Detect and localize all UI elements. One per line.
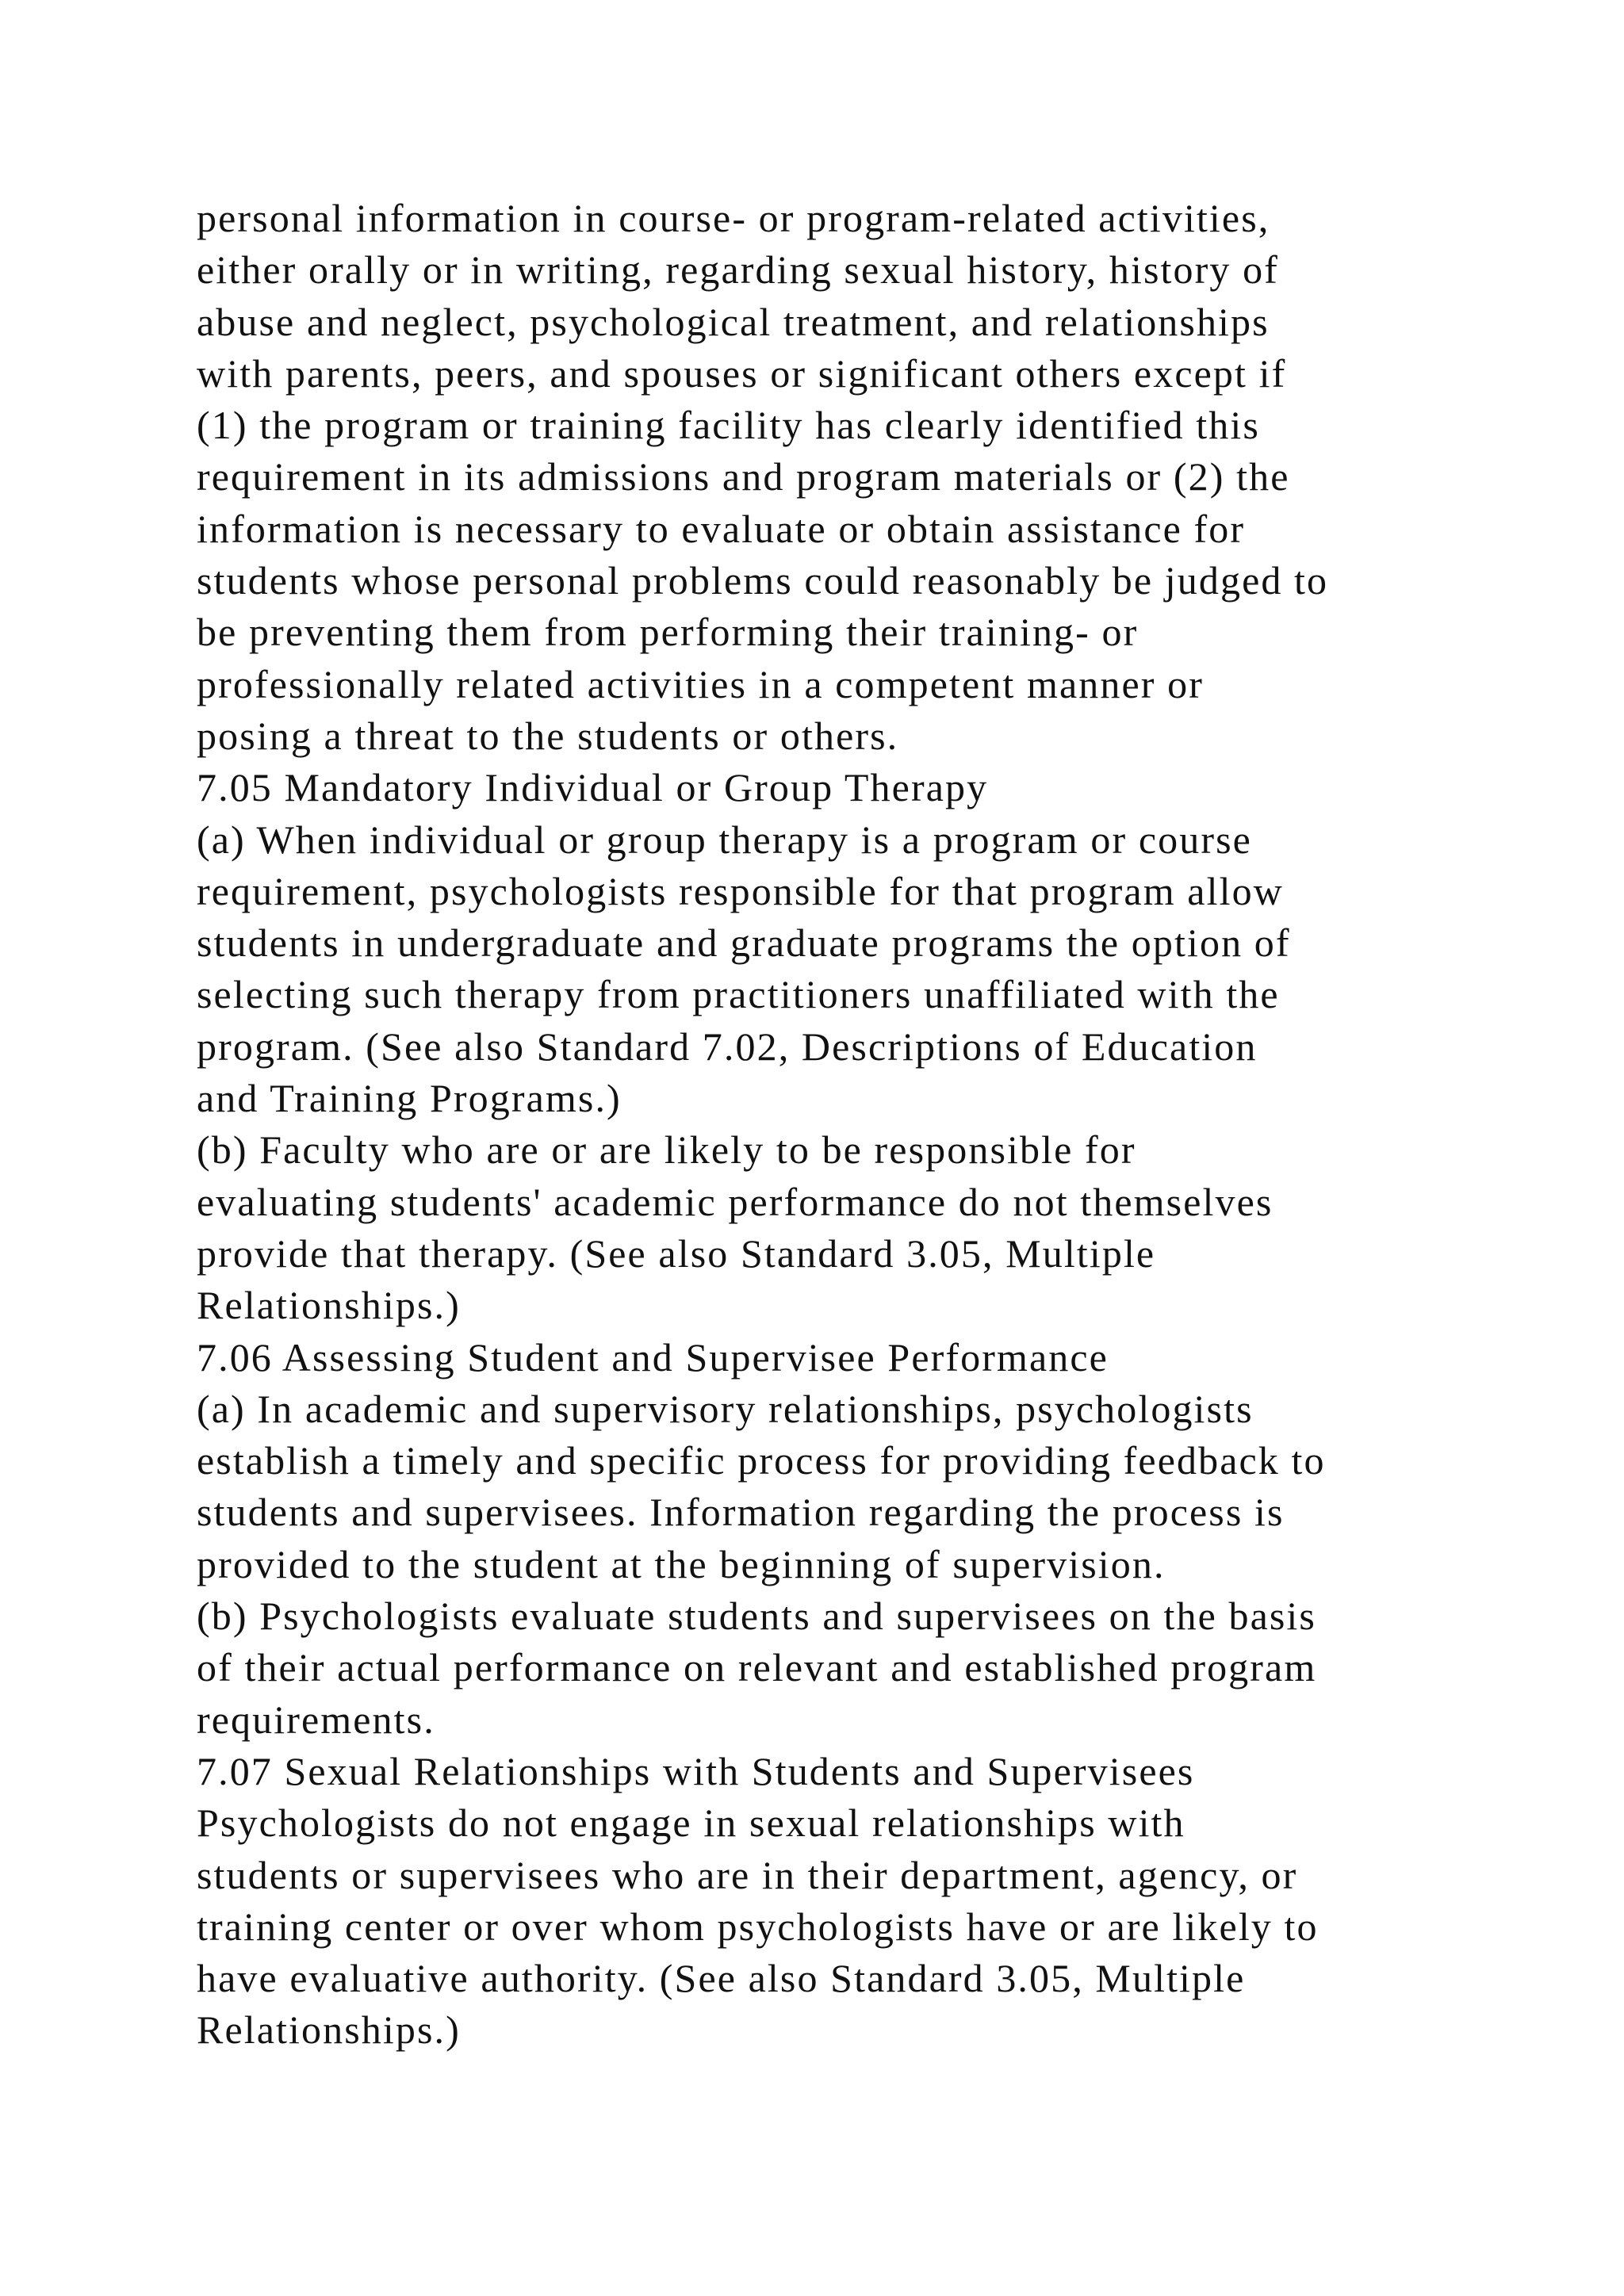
text-line: students and supervisees. Information regarding the process is [197, 1490, 1285, 1535]
text-line: establish a timely and specific process for providing feedback to [197, 1438, 1326, 1483]
text-line: (a) In academic and supervisory relationships, psychologists [197, 1386, 1254, 1431]
text-line: posing a threat to the students or others. [197, 713, 899, 758]
text-line: requirement in its admissions and program materials or (2) the [197, 454, 1290, 499]
text-line: training center or over whom psychologists have or are likely to [197, 1904, 1319, 1949]
text-line: (a) When individual or group therapy is a program or course [197, 817, 1252, 862]
text-line: evaluating students' academic performance do not themselves [197, 1179, 1274, 1224]
text-line: provide that therapy. (See also Standard 3.05, Multiple [197, 1230, 1156, 1276]
text-line: have evaluative authority. (See also Standard 3.05, Multiple [197, 1956, 1246, 2001]
text-line: of their actual performance on relevant and established program [197, 1645, 1317, 1690]
text-line: students whose personal problems could reasonably be judged to [197, 558, 1329, 603]
text-line: Relationships.) [197, 2007, 461, 2053]
text-line: students or supervisees who are in their department, agency, or [197, 1852, 1298, 1897]
text-line: either orally or in writing, regarding sexual history, history of [197, 247, 1279, 293]
text-line: Relationships.) [197, 1283, 461, 1328]
text-line: selecting such therapy from practitioners unaffiliated with the [197, 972, 1280, 1017]
text-line: requirement, psychologists responsible for that program allow [197, 868, 1284, 913]
section-heading-7-06: 7.06 Assessing Student and Supervisee Performance [197, 1334, 1109, 1380]
text-line: and Training Programs.) [197, 1076, 622, 1121]
text-line: (1) the program or training facility has clearly identified this [197, 403, 1260, 448]
text-line: program. (See also Standard 7.02, Descriptions of Education [197, 1024, 1258, 1069]
text-line: (b) Psychologists evaluate students and supervisees on the basis [197, 1594, 1316, 1639]
text-line: (b) Faculty who are or are likely to be responsible for [197, 1127, 1136, 1173]
text-line: professionally related activities in a competent manner or [197, 661, 1204, 706]
text-line: requirements. [197, 1697, 435, 1742]
text-line: Psychologists do not engage in sexual relationships with [197, 1800, 1185, 1846]
text-line: with parents, peers, and spouses or significant others except if [197, 350, 1287, 396]
document-text [197, 193, 1561, 2057]
text-line: provided to the student at the beginning of supervision. [197, 1541, 1166, 1586]
text-line: personal information in course- or program-related activities, [197, 196, 1270, 240]
text-line: information is necessary to evaluate or obtain assistance for [197, 506, 1246, 551]
section-heading-7-05: 7.05 Mandatory Individual or Group Therapy [197, 765, 989, 810]
text-line: be preventing them from performing their training- or [197, 610, 1139, 655]
section-heading-7-07: 7.07 Sexual Relationships with Students and Supervisees [197, 1748, 1195, 1793]
text-line: abuse and neglect, psychological treatment, and relationships [197, 299, 1270, 344]
text-line: students in undergraduate and graduate programs the option of [197, 920, 1291, 966]
